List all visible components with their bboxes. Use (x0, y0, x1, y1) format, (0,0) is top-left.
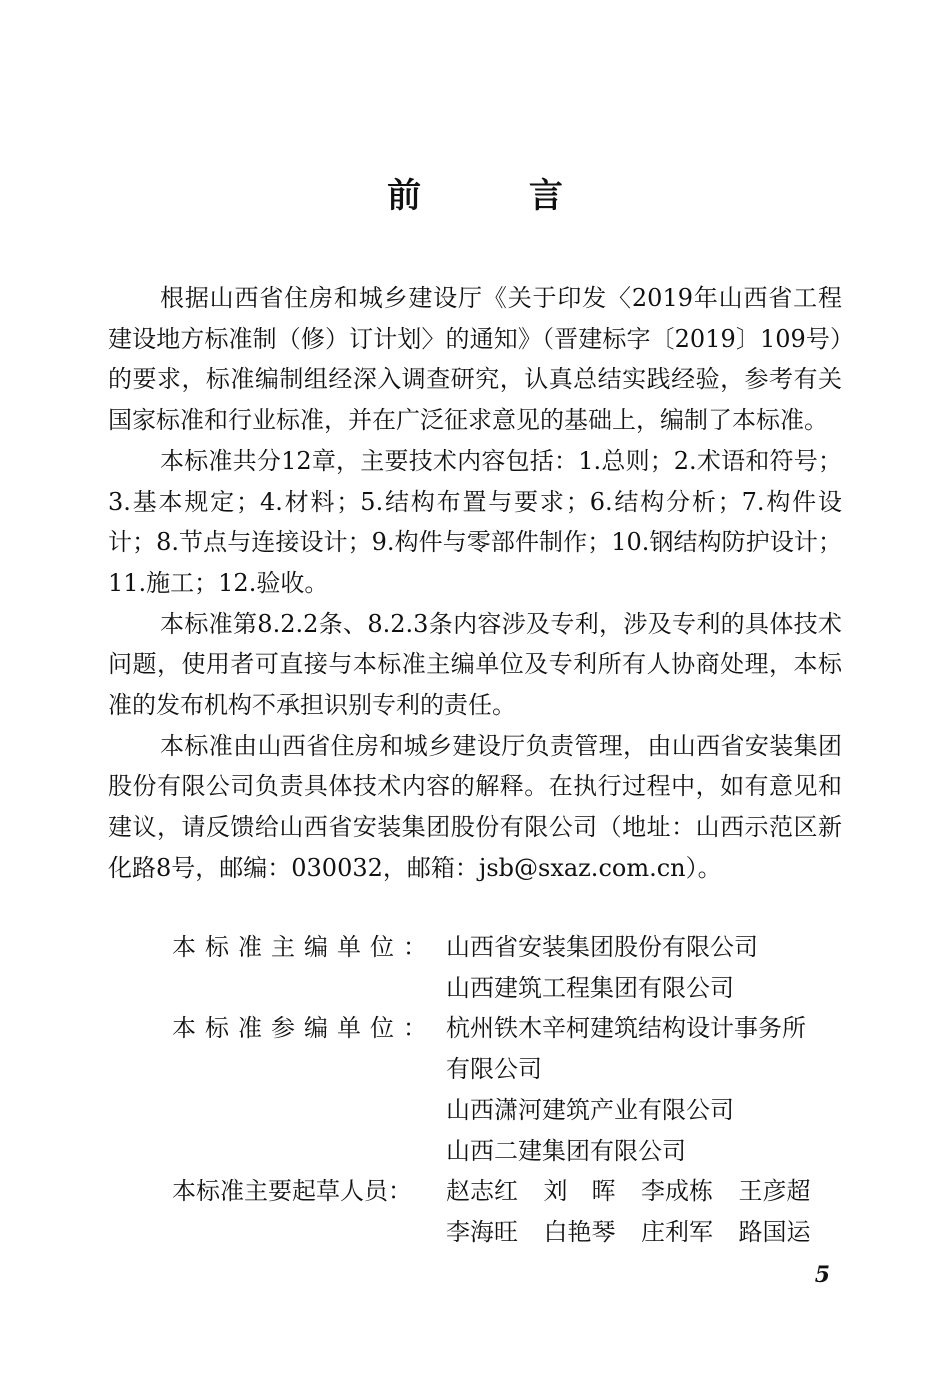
drafter-name: 李成栋 (641, 1177, 713, 1206)
paragraph-contents: 本标准共分12章，主要技术内容包括：1.总则；2.术语和符号；3.基本规定；4.材料；5.结构布置与要求；6.结构分析；7.构件设计；8.节点与连接设计；9.构件与零部件制作；10.钢结构防护设计；11.施工；12.验收。 (108, 446, 842, 597)
participating-unit: 山西潇河建筑产业有限公司 (446, 1095, 734, 1124)
drafter-name: 路国运 (738, 1217, 811, 1246)
drafter-name: 刘 晖 (543, 1177, 616, 1206)
drafter-name: 白艳琴 (543, 1217, 616, 1246)
participating-unit: 山西二建集团有限公司 (446, 1136, 686, 1165)
drafter-name: 李海旺 (446, 1217, 518, 1246)
page-number: 5 (814, 1262, 830, 1288)
paragraph-patent: 本标准第8.2.2条、8.2.3条内容涉及专利，涉及专利的具体技术问题，使用者可直接与本标准主编单位及专利所有人协商处理，本标准的发布机构不承担识别专利的责任。 (108, 609, 842, 720)
drafter-name: 赵志红 (446, 1177, 518, 1206)
page-title: 前 言 (387, 176, 611, 216)
participating-units (446, 1008, 836, 1171)
chief-editor-label: 本标准主编单位： (172, 933, 436, 961)
drafter-name: 王彦超 (738, 1177, 811, 1206)
chief-editor-units (446, 927, 836, 1008)
drafters-group (0, 1171, 950, 1252)
participating-group (0, 1008, 950, 1171)
participating-unit: 有限公司 (446, 1055, 542, 1084)
drafters-names (446, 1171, 836, 1252)
foreword-body (108, 278, 842, 889)
chief-editor-unit: 山西建筑工程集团有限公司 (446, 973, 734, 1002)
paragraph-basis: 根据山西省住房和城乡建设厅《关于印发〈2019年山西省工程建设地方标准制（修）订计划〉的通知》（晋建标字〔2019〕109号）的要求，标准编制组经深入调查研究，认真总结实践经验，参考有关国家标准和行业标准，并在广泛征求意见的基础上，编制了本标准。 (108, 284, 842, 435)
chief-editor-unit: 山西省安装集团股份有限公司 (446, 933, 758, 961)
drafter-name: 庄利军 (641, 1217, 713, 1246)
drafters-row (446, 1212, 836, 1253)
paragraph-management: 本标准由山西省住房和城乡建设厅负责管理，由山西省安装集团股份有限公司负责具体技术内容的解释。在执行过程中，如有意见和建议，请反馈给山西省安装集团股份有限公司（地址：山西示范区新化路8号，邮编：030032，邮箱：jsb@sxaz.com.cn）。 (108, 731, 842, 882)
chief-editor-group (0, 927, 950, 1008)
credits-section (0, 927, 950, 1253)
participating-unit: 杭州铁木辛柯建筑结构设计事务所 (446, 1014, 806, 1043)
drafters-label: 本标准主要起草人员： (172, 1177, 412, 1206)
drafters-row (446, 1171, 836, 1212)
participating-label: 本标准参编单位： (172, 1014, 436, 1043)
